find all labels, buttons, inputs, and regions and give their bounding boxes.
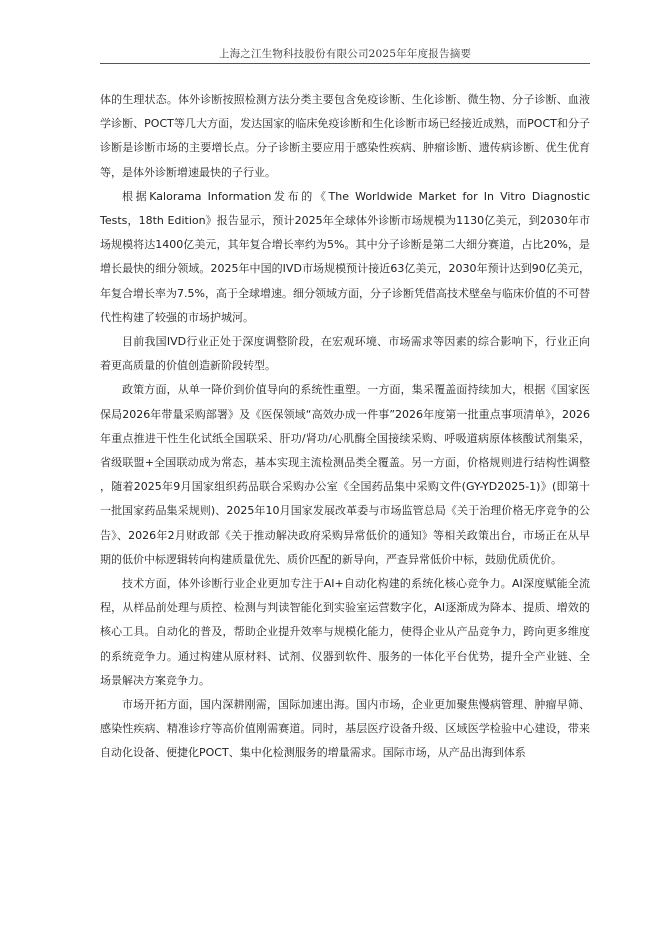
- document-body: [100, 88, 590, 766]
- paragraph-market-size: 根据Kalorama Information发布的《The Worldwide Market for In Vitro Diagnostic Tests，18th Edition》报告显示，预计2025年全球体外诊断市场规模为1130亿美元，到2030年市场规模将达1400亿美元，其年复合增长率约为5%。其中分子诊断是第二大细分赛道，占比20%，是增长最快的细分领域。2025年中国的IVD市场规模预计接近63亿美元，2030年预计达到90亿美元，年复合增长率为7.5%，高于全球增速。细分领域方面，分子诊断凭借高技术壁垒与临床价值的不可替代性构建了较强的市场护城河。: [100, 189, 590, 324]
- paragraph-policy: 政策方面，从单一降价到价值导向的系统性重塑。一方面，集采覆盖面持续加大，根据《国家医保局2026年带量采购部署》及《医保领域“高效办成一件事”2026年度第一批重点事项清单》，2026年重点推进干性生化试纸全国联采、肝功/肾功/心肌酶全国接续采购、呼吸道病原体核酸试剂集采，省级联盟+全国联动成为常态，基本实现主流检测品类全覆盖。另一方面，价格规则进行结构性调整 ，随着2025年9月国家组织药品联合采购办公室《全国药品集中采购文件(GY-YD2025-1)》(即第十一批国家药品集采规则)、2025年10月国家发展改革委与市场监管总局《关于治理价格无序竞争的公告》、2026年2月财政部《关于推动解决政府采购异常低价的通知》等相关政策出台，市场正在从早期的低价中标逻辑转向构建质量优先、质价匹配的新导向，严查异常低价中标，鼓励优质优价。: [100, 383, 590, 566]
- paragraph-market-expansion: 市场开拓方面，国内深耕刚需，国际加速出海。国内市场，企业更加聚焦慢病管理、肿瘤早筛、感染性疾病、精准诊疗等高价值刚需赛道。同时，基层医疗设备升级、区域医学检验中心建设，带来自动化设备、便捷化POCT、集中化检测服务的增量需求。国际市场，从产品出海到体系: [100, 698, 590, 760]
- paragraph-industry-transition: 目前我国IVD行业正处于深度调整阶段，在宏观环境、市场需求等因素的综合影响下，行业正向着更高质量的价值创造新阶段转型。: [100, 335, 590, 373]
- page-header: 上海之江生物科技股份有限公司2025年年度报告摘要: [218, 48, 472, 60]
- header-divider: [100, 63, 590, 64]
- paragraph-technology: 技术方面，体外诊断行业企业更加专注于AI+自动化构建的系统化核心竞争力。AI深度赋能全流程，从样品前处理与质控、检测与判读智能化到实验室运营数字化，AI逐渐成为降本、提质、增效的核心工具。自动化的普及，帮助企业提升效率与规模化能力，使得企业从产品竞争力，跨向更多维度的系统竞争力。通过构建从原材料、试剂、仪器到软件、服务的一体化平台优势，提升全产业链、全场景解决方案竞争力。: [100, 577, 590, 687]
- paragraph-ivd-classification: 体的生理状态。体外诊断按照检测方法分类主要包含免疫诊断、生化诊断、微生物、分子诊断、血液学诊断、POCT等几大方面，发达国家的临床免疫诊断和生化诊断市场已经接近成熟，而POCT和分子诊断是诊断市场的主要增长点。分子诊断主要应用于感染性疾病、肿瘤诊断、遗传病诊断、优生优育等，是体外诊断增速最快的子行业。: [100, 93, 590, 179]
